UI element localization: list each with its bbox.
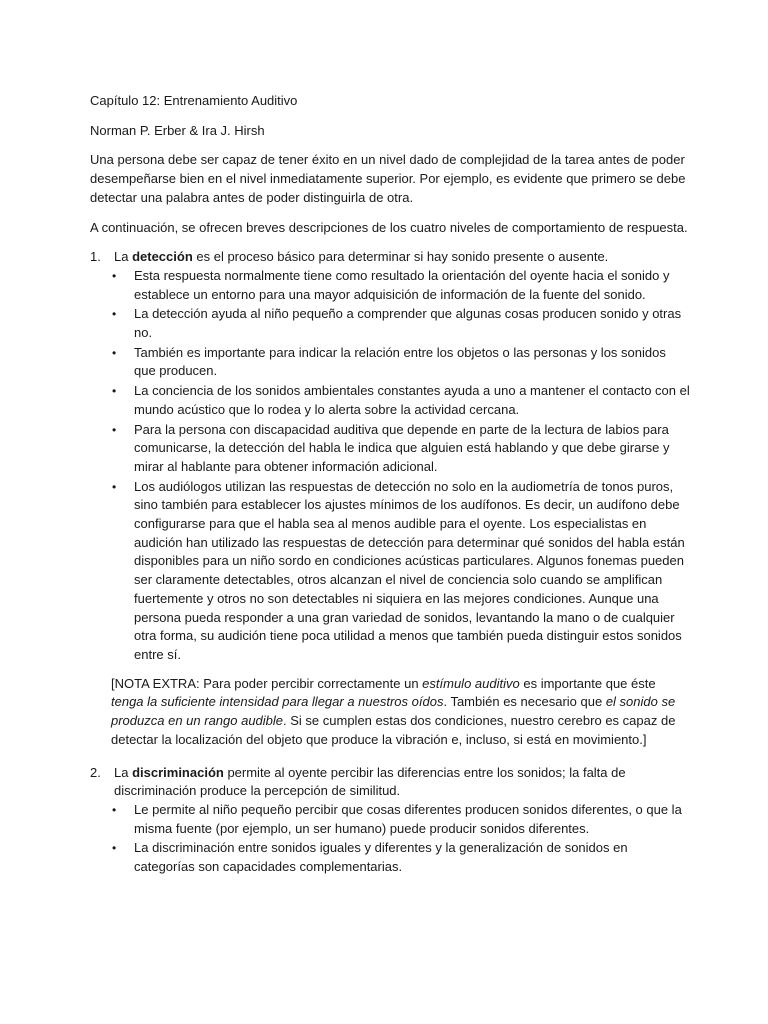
note-text: . Si se cumplen estas dos condiciones, nuestro cerebro es capaz de detectar la localización del objeto que produce la vibración e, incluso, si está en movimiento.] [111,713,676,747]
section-detection [90,248,690,267]
bullet-text: Le permite al niño pequeño percibir que cosas diferentes producen sonidos diferentes, o que la misma fuente (por ejemplo, un ser humano) puede producir sonidos diferentes. [134,801,682,836]
note-text: es importante que éste [519,675,656,691]
chapter-title: Capítulo 12: Entrenamiento Auditivo [90,93,298,108]
bullet-icon: • [112,422,117,437]
section-term: detección [132,249,193,265]
bullet-icon: • [112,802,117,817]
authors-line: Norman P. Erber & Ira J. Hirsh [90,122,265,138]
bullet-icon: • [112,345,117,360]
note-text: [NOTA EXTRA: Para poder percibir correctamente un [111,675,423,691]
bullet-text: La discriminación entre sonidos iguales y diferentes y la generalización de sonidos en categorías son capacidades complementarias. [134,840,628,875]
intro-paragraph: Una persona debe ser capaz de tener éxito en un nivel dado de complejidad de la tarea antes de poder desempeñarse bien en el nivel inmediatamente superior. Por ejemplo, es evidente que primero se debe detectar una palabra antes de poder distinguirla de otra. [90,152,686,205]
section-number: 1. [90,249,101,265]
list-item [112,305,690,342]
detection-bullet-list [90,267,690,665]
note-emphasis: estímulo auditivo [422,675,520,691]
list-item [112,478,690,665]
bullet-text: La conciencia de los sonidos ambientales constantes ayuda a uno a mantener el contacto con el mundo acústico que lo rodea y lo alerta sobre la actividad cercana. [134,383,690,417]
bullet-icon: • [112,479,117,494]
heading-prefix: La [114,249,133,265]
heading-prefix: La [114,764,133,780]
list-item [112,382,690,419]
extra-note [111,675,690,750]
bullet-icon: • [112,384,117,399]
bullet-icon: • [112,268,117,283]
intro-paragraph-2: A continuación, se ofrecen breves descripciones de los cuatro niveles de comportamiento de respuesta. [90,219,688,235]
discrimination-bullet-list [90,801,690,877]
note-emphasis: tenga la suficiente intensidad para llegar a nuestros oídos [111,694,444,710]
document-page [90,92,690,878]
bullet-text: La detección ayuda al niño pequeño a comprender que algunas cosas producen sonido y otras no. [134,306,682,341]
list-item [112,839,690,876]
section-term: discriminación [132,764,224,780]
list-item [112,344,690,381]
bullet-text: Esta respuesta normalmente tiene como resultado la orientación del oyente hacia el sonido y establece un entorno para una mayor adquisición de información de la fuente del sonido. [134,267,670,302]
bullet-text: Para la persona con discapacidad auditiva que depende en parte de la lectura de labios para comunicarse, la detección del habla le indica que alguien está hablando y que debe girarse y mirar al hablante para obtener información adicional. [134,421,670,474]
heading-suffix: es el proceso básico para determinar si hay sonido presente o ausente. [192,249,609,265]
bullet-icon: • [112,841,117,856]
list-item [112,421,690,477]
section-heading-text [114,248,690,267]
list-item [112,801,690,838]
section-number: 2. [90,764,101,780]
section-discrimination [90,764,690,801]
note-emphasis: el sonido se produzca en un rango audible [111,694,676,729]
section-heading-text [114,764,690,801]
bullet-text: Los audiólogos utilizan las respuestas de detección no solo en la audiometría de tonos puros, sino también para establecer los ajustes mínimos de los audífonos. Es decir, un audífono debe configurarse para que el habla sea al menos audible para el oyente. Los especialistas en audición han utilizado las respuestas de detección para determinar qué sonidos del habla están disponibles para un niño sordo en condiciones acústicas particulares. Algunos fonemas pueden ser claramente detectables, otros alcanzan el nivel de conciencia solo cuando se amplifican fuertemente y otros no son detectables ni siquiera en las mejores condiciones. Aunque una persona pueda responder a una gran variedad de sonidos, levantando la mano o de cualquier otra forma, su audición tiene poca utilidad a menos que también pueda distinguir estos sonidos entre sí. [134,478,685,662]
bullet-icon: • [112,307,117,322]
list-item [112,267,690,304]
bullet-text: También es importante para indicar la relación entre los objetos o las personas y los sonidos que producen. [134,344,666,379]
note-text: . También es necesario que [443,694,606,710]
heading-suffix: permite al oyente percibir las diferencias entre los sonidos; la falta de discriminación produce la percepción de similitud. [114,764,626,799]
